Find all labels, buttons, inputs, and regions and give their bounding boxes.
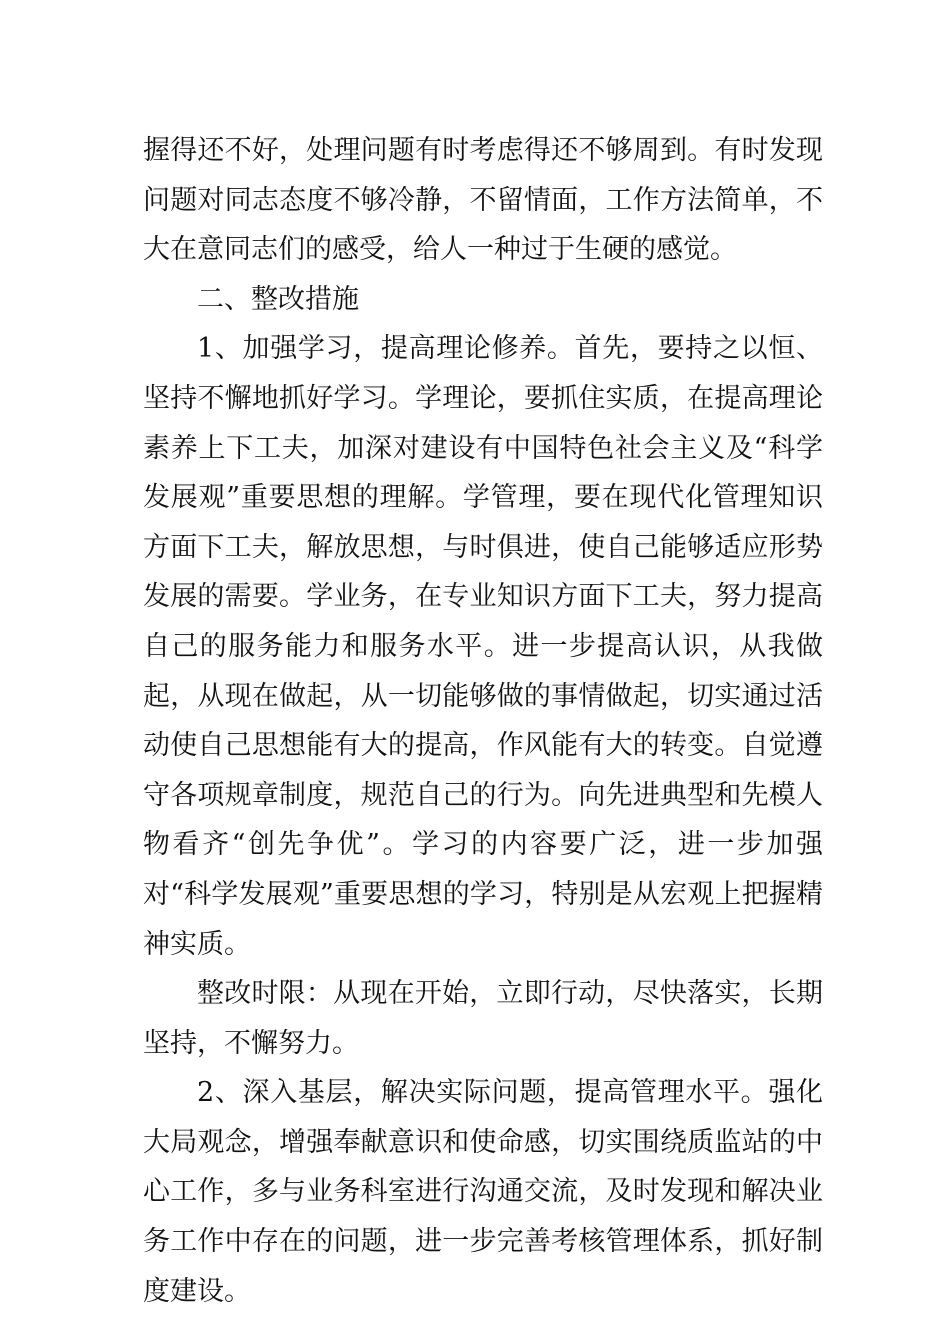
paragraph-item-1-study: 1、加强学习，提高理论修养。首先，要持之以恒、坚持不懈地抓好学习。学理论，要抓住实质，在提高理论素养上下工夫，加深对建设有中国特色社会主义及“科学发展观”重要思想的理解。学管理，要在现代化管理知识方面下工夫，解放思想，与时俱进，使自己能够适应形势发展的需要。学业务，在专业知识方面下工夫，努力提高自己的服务能力和服务水平。进一步提高认识，从我做起，从现在做起，从一切能够做的事情做起，切实通过活动使自己思想能有大的提高，作风能有大的转变。自觉遵守各项规章制度，规范自己的行为。向先进典型和先模人物看齐“创先争优”。学习的内容要广泛，进一步加强对“科学发展观”重要思想的学习，特别是从宏观上把握精神实质。 [143, 333, 823, 960]
paragraph-item-2-grassroots: 2、深入基层，解决实际问题，提高管理水平。强化大局观念，增强奉献意识和使命感，切实围绕质监站的中心工作，多与业务科室进行沟通交流，及时发现和解决业务工作中存在的问题，进一步完善考核管理体系，抓好制度建设。 [143, 1077, 823, 1307]
paragraph-continuation: 握得还不好，处理问题有时考虑得还不够周到。有时发现问题对同志态度不够冷静，不留情面，工作方法简单，不大在意同志们的感受，给人一种过于生硬的感觉。 [143, 135, 823, 266]
section-heading-rectification-measures: 二、整改措施 [197, 283, 359, 315]
document-body [143, 126, 823, 1316]
paragraph-deadline: 整改时限：从现在开始，立即行动，尽快落实，长期坚持，不懈努力。 [143, 978, 823, 1059]
